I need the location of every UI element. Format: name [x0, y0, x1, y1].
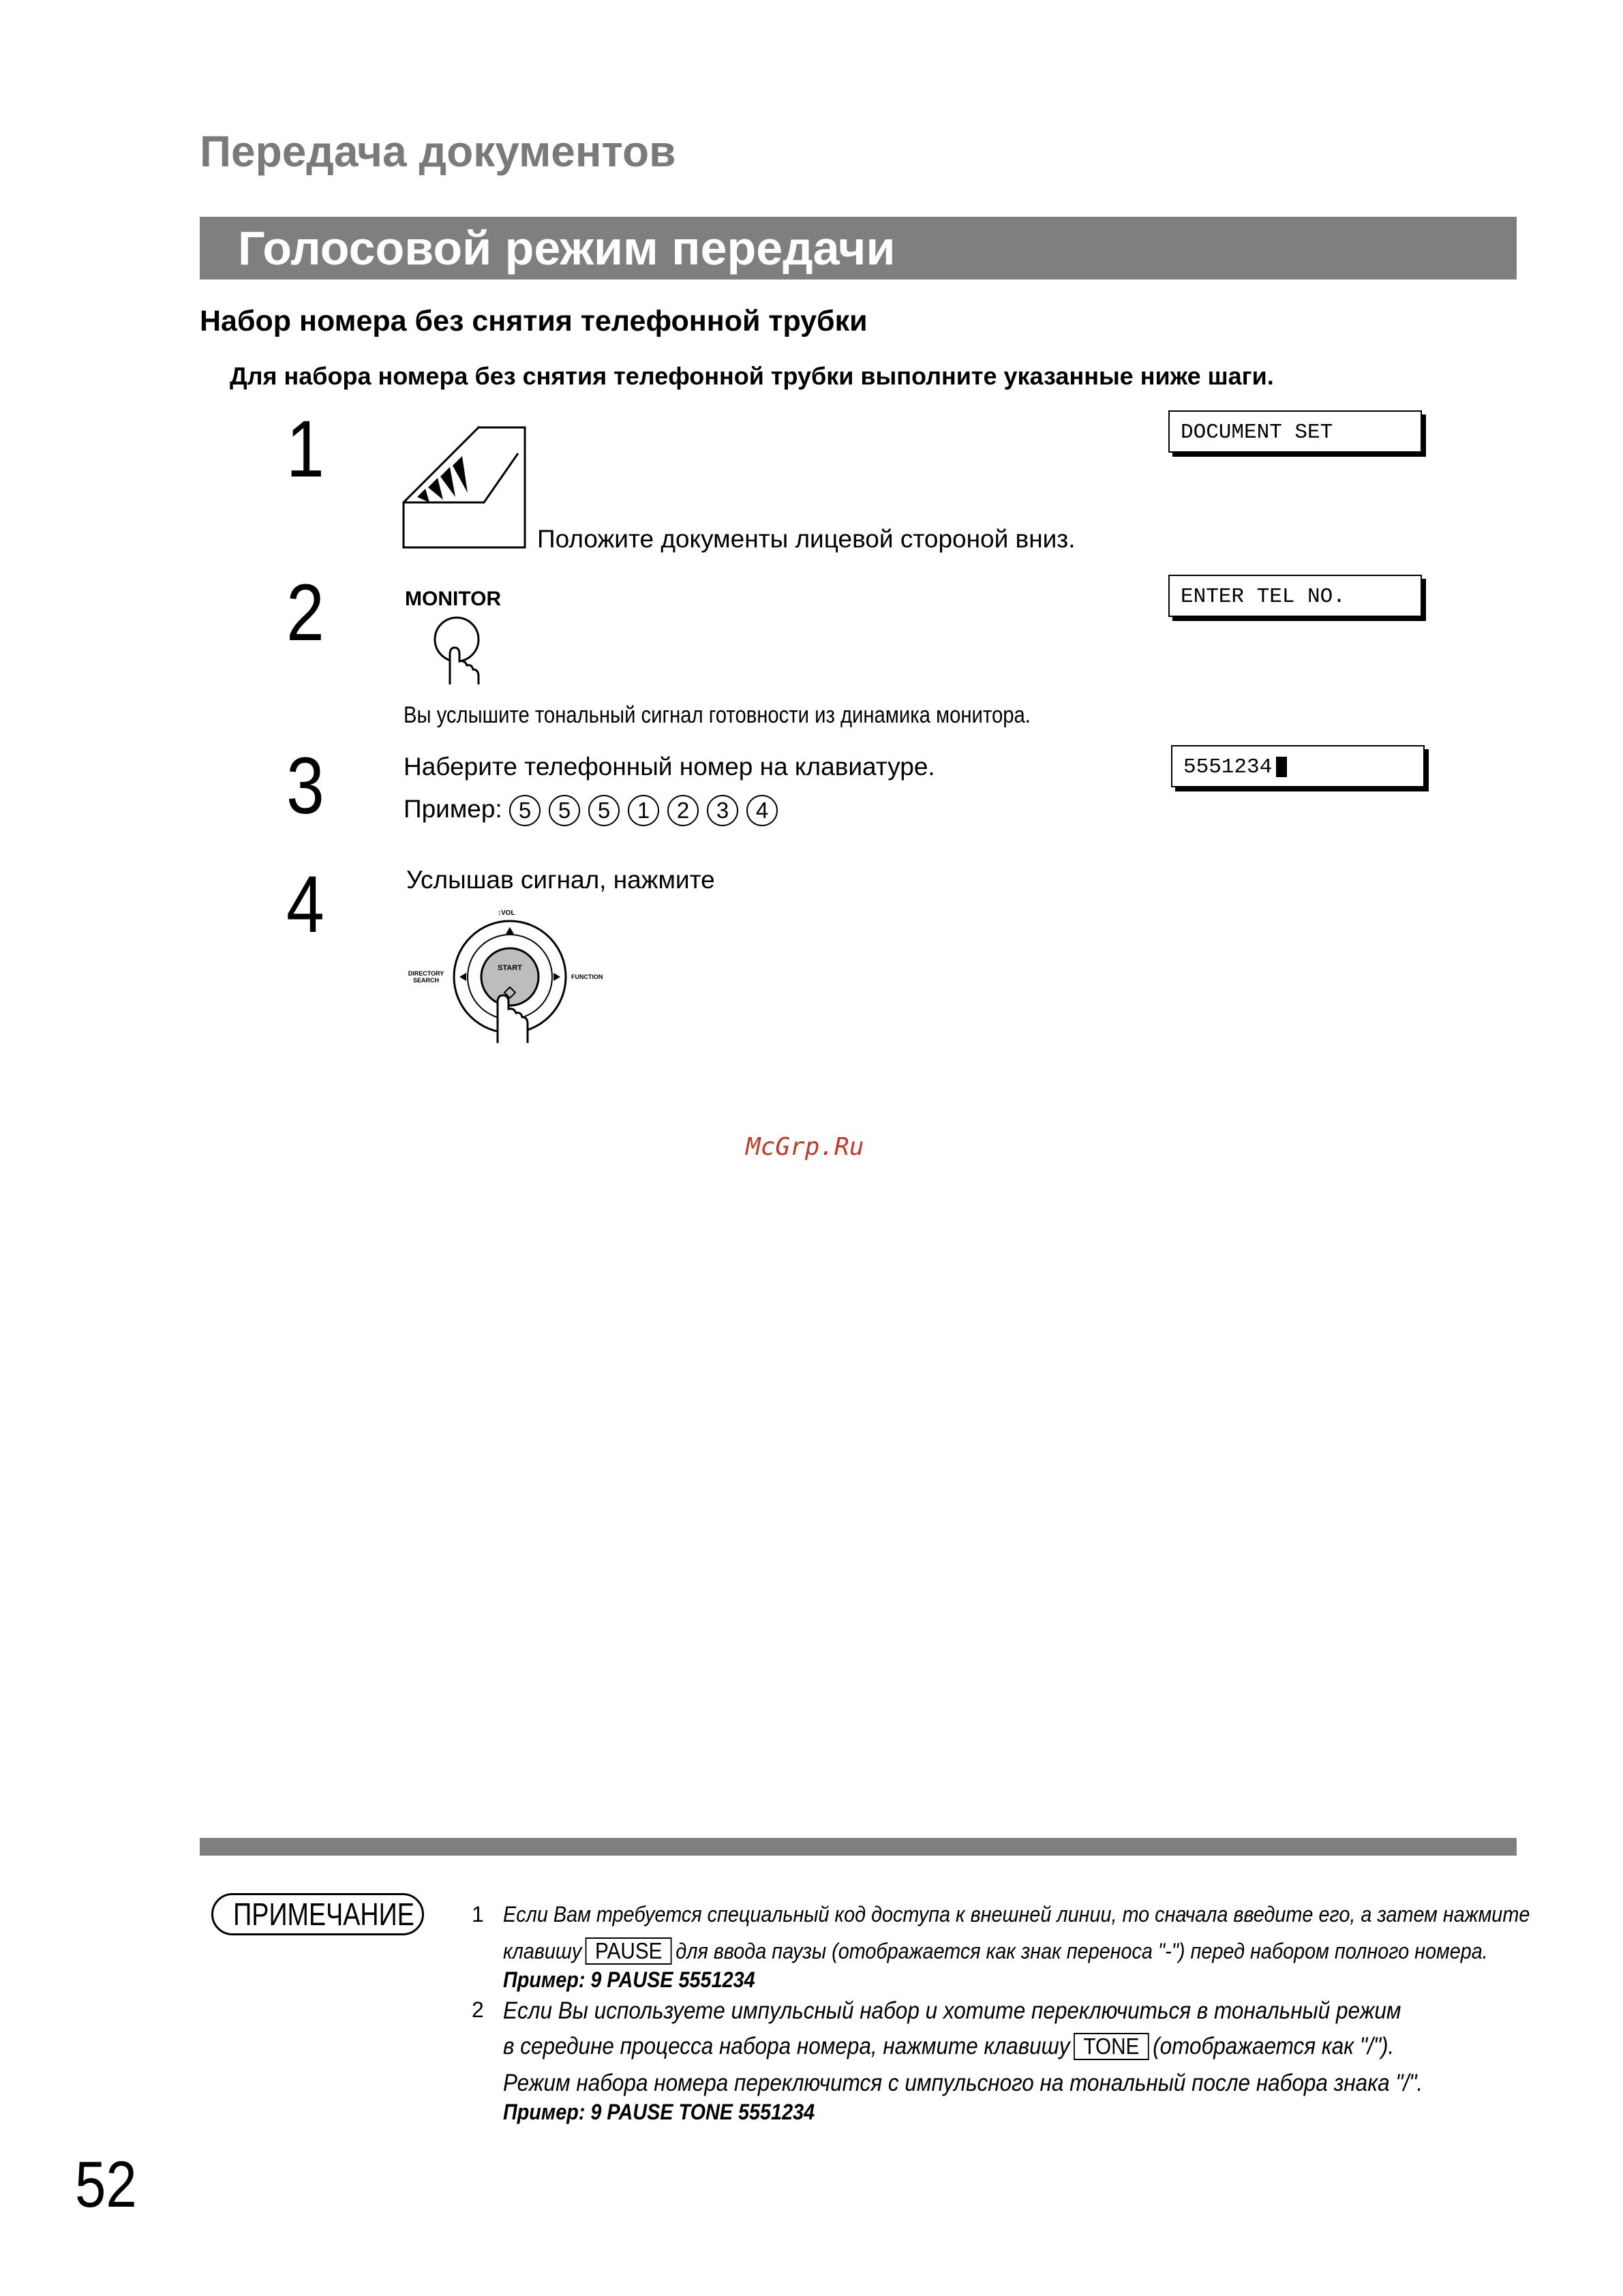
keypad-digit: 4: [746, 795, 778, 826]
step-1-number: 1: [286, 404, 324, 494]
keypad-digit: 5: [588, 795, 620, 826]
note-item-2-line3: Режим набора номера переключится с импульсного на тональный после набора знака "/".: [503, 2070, 1423, 2096]
keypad-digit: 1: [628, 795, 659, 826]
step-2-text: Вы услышите тональный сигнал готовности из динамика монитора.: [404, 702, 1031, 728]
monitor-key-label: MONITOR: [405, 588, 502, 610]
keypad-digit: 5: [549, 795, 580, 826]
start-button[interactable]: START: [498, 964, 522, 972]
step-3-text: Наберите телефонный номер на клавиатуре.: [404, 753, 935, 781]
banner-title: Голосовой режим передачи: [238, 222, 896, 275]
note-item-1-line1: Если Вам требуется специальный код доступа к внешней линии, то сначала введите его, а затем нажмите: [503, 1902, 1530, 1927]
note-divider: [200, 1838, 1517, 1856]
example-label: Пример:: [404, 795, 502, 823]
note-item-2-number: 2: [472, 1997, 484, 2022]
directory-search-label: DIRECTORY SEARCH: [408, 970, 444, 984]
keypad-digit: 3: [707, 795, 738, 826]
start-keypad: [402, 907, 620, 1043]
section-title: Передача документов: [200, 127, 676, 176]
step-3-example: [404, 795, 786, 826]
pause-key: PAUSE: [586, 1937, 672, 1965]
page-banner: [200, 217, 1517, 280]
vol-label: ↕VOL: [498, 909, 515, 917]
cursor-block: [1276, 757, 1287, 777]
watermark: McGrp.Ru: [746, 1133, 864, 1161]
step-1-text: Положите документы лицевой стороной вниз.: [537, 525, 1076, 553]
step-4-text: Услышав сигнал, нажмите: [406, 866, 715, 894]
document-feed-icon: [402, 426, 528, 549]
note-item-1-line2: клавишу PAUSE для ввода паузы (отображается как знак переноса "-") перед набором полного номера.: [503, 1938, 1488, 1963]
monitor-button-icon[interactable]: [429, 614, 484, 689]
lcd-display-step-1: DOCUMENT SET: [1168, 410, 1422, 453]
note-item-2-example: Пример: 9 PAUSE TONE 5551234: [503, 2100, 815, 2124]
function-label: FUNCTION: [571, 973, 603, 980]
step-4-number: 4: [286, 860, 324, 950]
lcd-display-step-3: [1171, 745, 1425, 787]
note-item-1-number: 1: [472, 1902, 484, 1927]
keypad-digit: 2: [667, 795, 699, 826]
note-item-2-line1: Если Вы используете импульсный набор и хотите переключиться в тональный режим: [503, 1997, 1401, 2024]
keypad-digit: 5: [509, 795, 541, 826]
step-2-number: 2: [286, 568, 324, 658]
note-item-2-line2: в середине процесса набора номера, нажмите клавишу TONE (отображается как "/").: [503, 2033, 1395, 2059]
intro-text: Для набора номера без снятия телефонной трубки выполните указанные ниже шаги.: [230, 362, 1274, 390]
subheading: Набор номера без снятия телефонной трубки: [200, 305, 868, 337]
lcd-value: 5551234: [1183, 755, 1273, 779]
lcd-display-step-2: ENTER TEL NO.: [1168, 575, 1422, 617]
page-number: 52: [75, 2148, 137, 2221]
tone-key: TONE: [1074, 2033, 1149, 2060]
step-3-number: 3: [286, 741, 324, 831]
note-label: ПРИМЕЧАНИЕ: [211, 1893, 424, 1935]
note-item-1-example: Пример: 9 PAUSE 5551234: [503, 1967, 755, 1992]
